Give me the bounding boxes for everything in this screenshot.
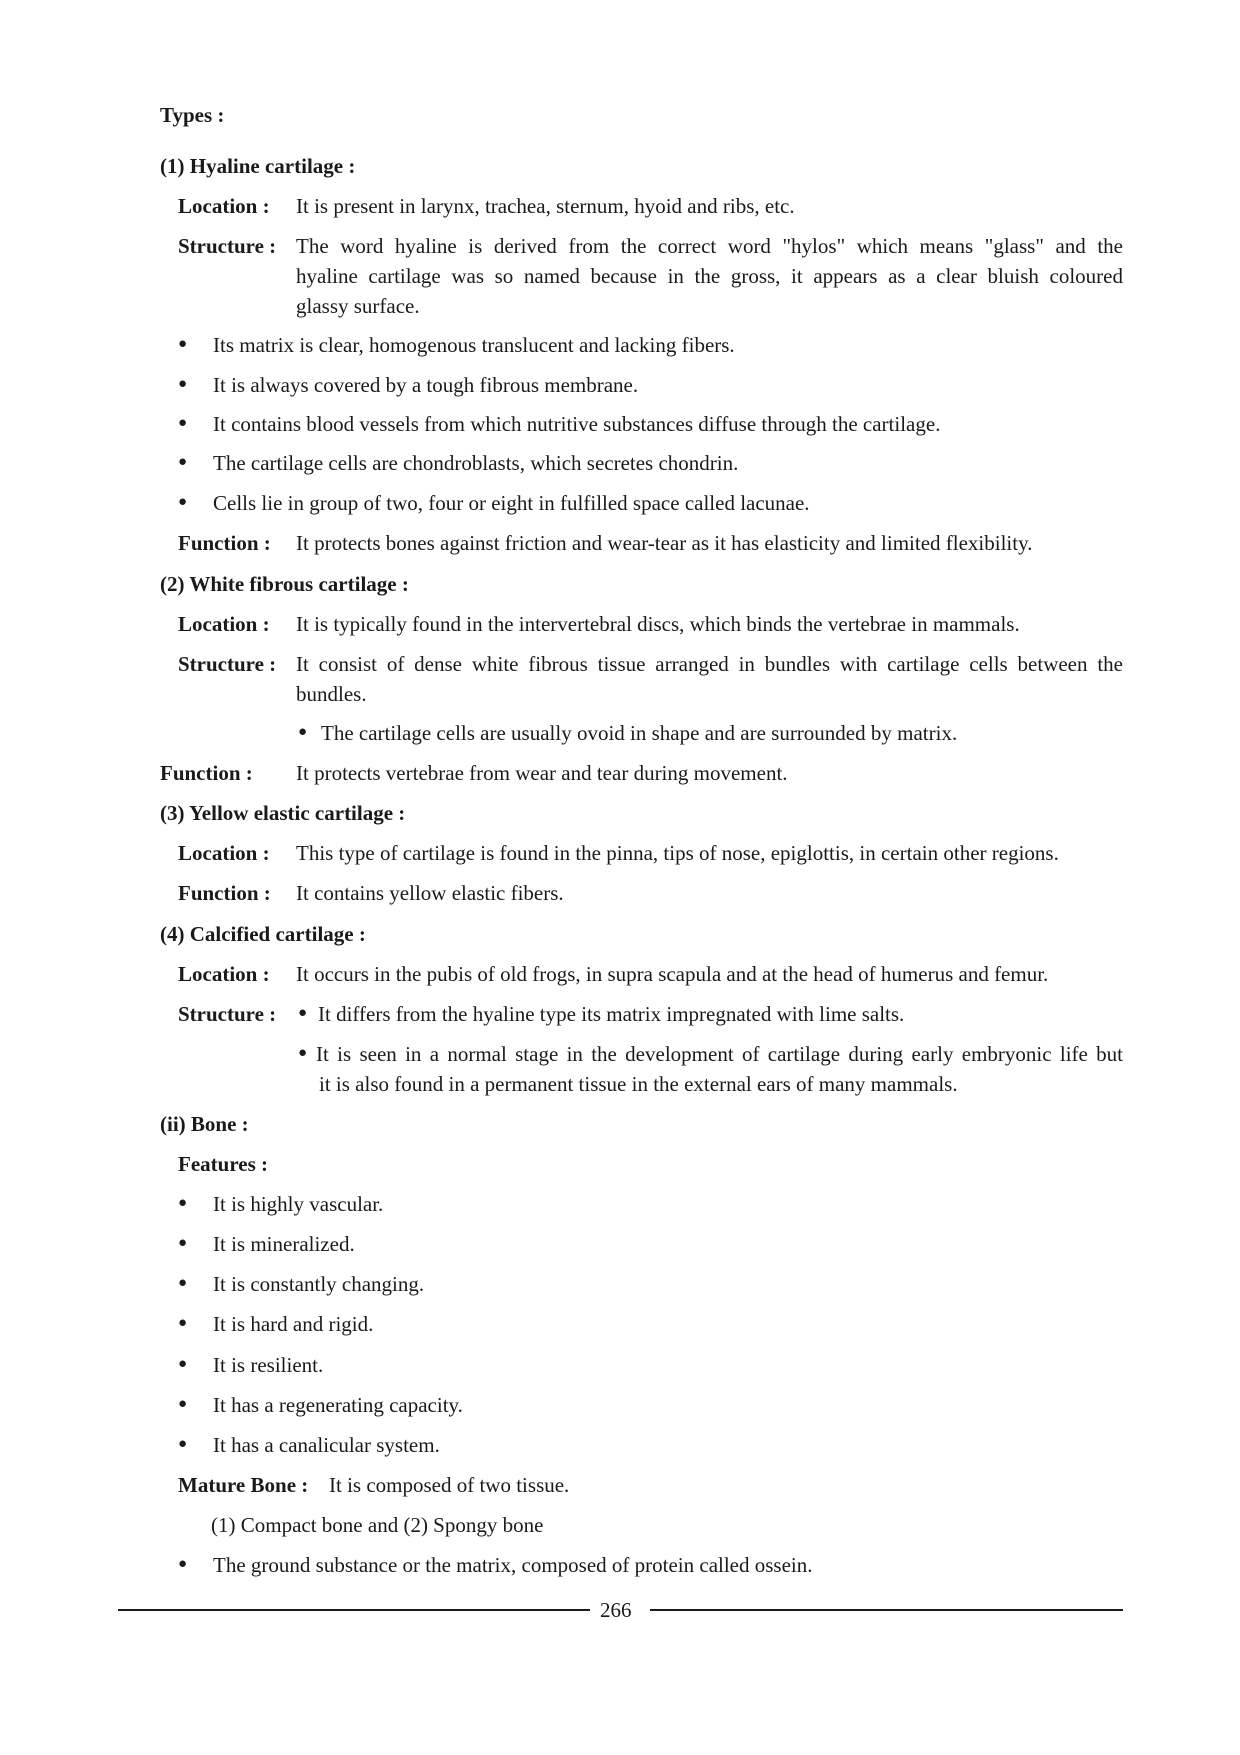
bullet-icon: ●	[298, 1005, 308, 1021]
hyaline-structure-label: Structure :	[178, 234, 277, 258]
bullet-icon: ●	[178, 336, 188, 352]
yellow-elastic-function-text: It contains yellow elastic fibers.	[296, 881, 564, 905]
page-number: 266	[600, 1598, 632, 1622]
hyaline-location-label: Location :	[178, 194, 270, 218]
bullet-icon: ●	[178, 1436, 188, 1452]
hyaline-function-label: Function :	[178, 531, 271, 555]
white-fibrous-location-text: It is typically found in the intervertebral discs, which binds the vertebrae in mammals.	[296, 612, 1020, 636]
bullet-icon: ●	[298, 724, 308, 740]
bullet-icon: ●	[178, 1356, 188, 1372]
calcified-heading: (4) Calcified cartilage :	[160, 922, 366, 946]
list-item: It is seen in a normal stage in the development of cartilage during early embryonic life but	[316, 1042, 1123, 1066]
calcified-structure-label: Structure :	[178, 1002, 277, 1026]
list-item: The ground substance or the matrix, composed of protein called ossein.	[213, 1553, 813, 1577]
white-fibrous-location-label: Location :	[178, 612, 270, 636]
list-item: It has a regenerating capacity.	[213, 1393, 463, 1417]
bullet-icon: ●	[178, 415, 188, 431]
bullet-icon: ●	[178, 1315, 188, 1331]
white-fibrous-structure-line: It consist of dense white fibrous tissue arranged in bundles with cartilage cells between the	[296, 652, 1123, 676]
footer-rule-right	[650, 1609, 1123, 1611]
hyaline-heading: (1) Hyaline cartilage :	[160, 154, 356, 178]
bullet-icon: ●	[178, 1556, 188, 1572]
hyaline-function-text: It protects bones against friction and wear-tear as it has elasticity and limited flexibility.	[296, 531, 1033, 555]
calcified-location-label: Location :	[178, 962, 270, 986]
list-item: it is also found in a permanent tissue in the external ears of many mammals.	[319, 1072, 958, 1096]
footer-rule-left	[118, 1609, 590, 1611]
bullet-icon: ●	[178, 1396, 188, 1412]
list-item: It is resilient.	[213, 1353, 324, 1377]
calcified-location-text: It occurs in the pubis of old frogs, in supra scapula and at the head of humerus and femur.	[296, 962, 1049, 986]
types-heading: Types :	[160, 103, 225, 127]
bullet-icon: ●	[178, 1195, 188, 1211]
list-item: It is always covered by a tough fibrous membrane.	[213, 373, 639, 397]
white-fibrous-structure-line: bundles.	[296, 682, 367, 706]
hyaline-structure-line: hyaline cartilage was so named because in the gross, it appears as a clear bluish coloured	[296, 264, 1123, 288]
white-fibrous-structure-label: Structure :	[178, 652, 277, 676]
hyaline-structure-line: glassy surface.	[296, 294, 420, 318]
list-item: It is mineralized.	[213, 1232, 355, 1256]
mature-bone-text: It is composed of two tissue.	[329, 1473, 570, 1497]
hyaline-location-text: It is present in larynx, trachea, sternum, hyoid and ribs, etc.	[296, 194, 795, 218]
bullet-icon: ●	[178, 454, 188, 470]
list-item: The cartilage cells are chondroblasts, which secretes chondrin.	[213, 451, 739, 475]
bone-features-label: Features :	[178, 1152, 268, 1176]
list-item: It is constantly changing.	[213, 1272, 425, 1296]
list-item: It has a canalicular system.	[213, 1433, 440, 1457]
yellow-elastic-location-label: Location :	[178, 841, 270, 865]
white-fibrous-function-label: Function :	[160, 761, 253, 785]
list-item: Cells lie in group of two, four or eight in fulfilled space called lacunae.	[213, 491, 810, 515]
bullet-icon: ●	[178, 376, 188, 392]
hyaline-structure-line: The word hyaline is derived from the correct word "hylos" which means "glass" and the	[296, 234, 1123, 258]
mature-bone-label: Mature Bone :	[178, 1473, 309, 1497]
yellow-elastic-heading: (3) Yellow elastic cartilage :	[160, 801, 406, 825]
list-item: Its matrix is clear, homogenous translucent and lacking fibers.	[213, 333, 735, 357]
list-item: It differs from the hyaline type its matrix impregnated with lime salts.	[318, 1002, 905, 1026]
white-fibrous-function-text: It protects vertebrae from wear and tear during movement.	[296, 761, 788, 785]
list-item: The cartilage cells are usually ovoid in shape and are surrounded by matrix.	[321, 721, 958, 745]
bone-tissues-line: (1) Compact bone and (2) Spongy bone	[211, 1513, 544, 1537]
white-fibrous-heading: (2) White fibrous cartilage :	[160, 572, 409, 596]
bone-heading: (ii) Bone :	[160, 1112, 249, 1136]
list-item: It is hard and rigid.	[213, 1312, 374, 1336]
yellow-elastic-function-label: Function :	[178, 881, 271, 905]
bullet-icon: ●	[178, 494, 188, 510]
list-item: It is highly vascular.	[213, 1192, 384, 1216]
bullet-icon: ●	[178, 1235, 188, 1251]
bullet-icon: ●	[298, 1045, 308, 1061]
bullet-icon: ●	[178, 1275, 188, 1291]
yellow-elastic-location-text: This type of cartilage is found in the pinna, tips of nose, epiglottis, in certain other regions.	[296, 841, 1059, 865]
list-item: It contains blood vessels from which nutritive substances diffuse through the cartilage.	[213, 412, 941, 436]
